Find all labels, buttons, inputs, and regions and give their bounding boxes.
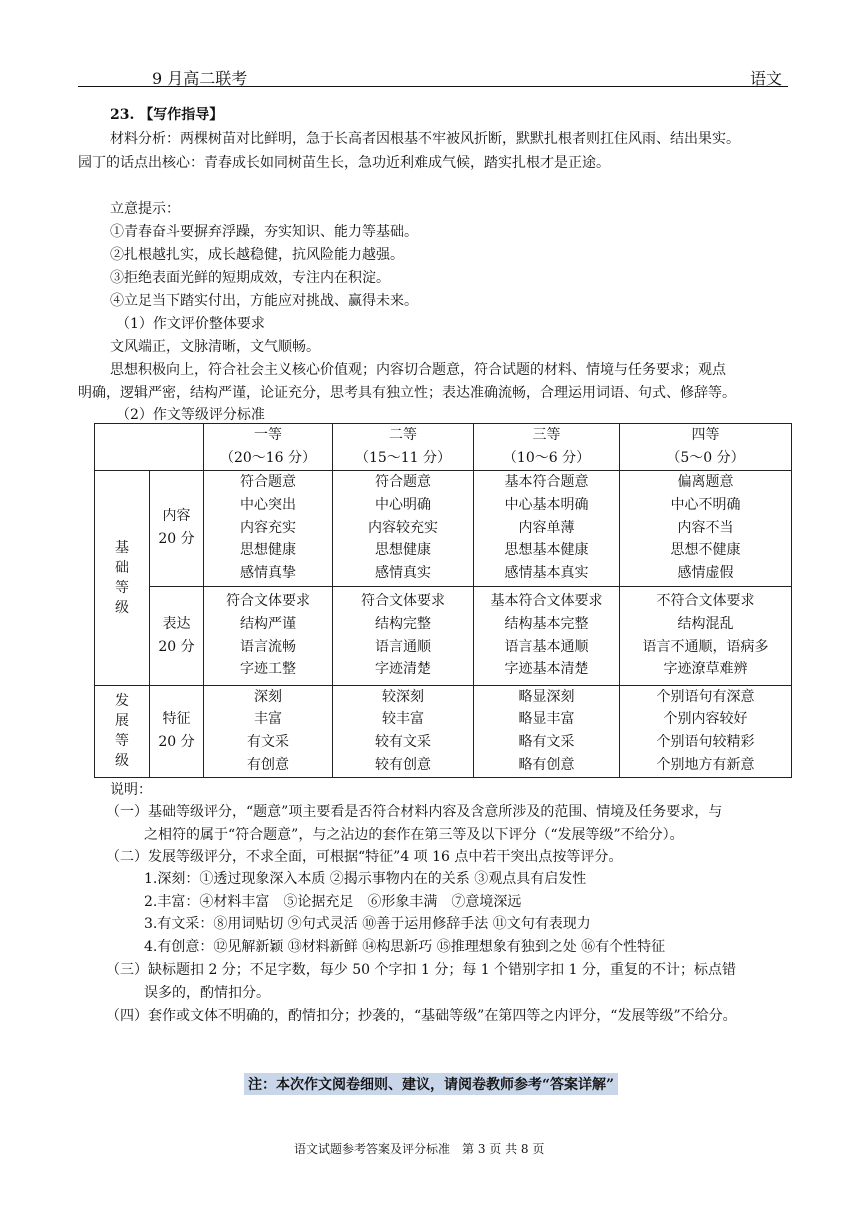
criteria-cell: 不符合文体要求 结构混乱 语言不通顺，语病多 字迹潦草难辨 bbox=[620, 586, 792, 685]
header-right: 语文 bbox=[750, 69, 783, 88]
intent-hint-item: ①青春奋斗要摒弃浮躁，夯实知识、能力等基础。 bbox=[110, 224, 418, 240]
grade-header-cell: 三等 （10～6 分） bbox=[474, 424, 620, 471]
grade-header-cell: 二等 （15～11 分） bbox=[333, 424, 474, 471]
material-analysis-line: 园丁的话点出核心：青春成长如同树苗生长，急功近利难成气候，踏实扎根才是正途。 bbox=[78, 155, 610, 171]
highlighted-note: 注：本次作文阅卷细则、建议，请阅卷教师参考“答案详解” bbox=[244, 1073, 618, 1095]
note-line: 3.有文采：⑧用词贴切 ⑨句式灵活 ⑩善于运用修辞手法 ⑪文句有表现力 bbox=[144, 916, 591, 932]
table-row bbox=[95, 685, 792, 777]
criteria-cell: 个别语句有深意 个别内容较好 个别语句较精彩 个别地方有新意 bbox=[620, 685, 792, 777]
criteria-cell: 基本符合题意 中心基本明确 内容单薄 思想基本健康 感情基本真实 bbox=[474, 470, 620, 586]
material-analysis-line: 材料分析：两棵树苗对比鲜明，急于长高者因根基不牢被风折断，默默扎根者则扛住风雨、结出果实。 bbox=[110, 131, 740, 147]
requirement-line: 文风端正，文脉清晰，文气顺畅。 bbox=[110, 339, 320, 355]
criteria-cell: 略显深刻 略显丰富 略有文采 略有创意 bbox=[474, 685, 620, 777]
criteria-cell: 偏离题意 中心不明确 内容不当 思想不健康 感情虚假 bbox=[620, 470, 792, 586]
header-rule bbox=[78, 86, 788, 87]
criteria-cell: 符合题意 中心突出 内容充实 思想健康 感情真挚 bbox=[204, 470, 333, 586]
requirement-line: 明确，逻辑严密，结构严谨，论证充分，思考具有独立性；表达准确流畅，合理运用词语、句式、修辞等。 bbox=[78, 385, 736, 401]
criteria-cell: 符合题意 中心明确 内容较充实 思想健康 感情真实 bbox=[333, 470, 474, 586]
header-left: 9 月高二联考 bbox=[152, 69, 248, 88]
note-line: 误多的，酌情扣分。 bbox=[144, 985, 270, 1001]
intent-hint-heading: 立意提示： bbox=[110, 201, 180, 217]
table-row bbox=[95, 586, 792, 685]
note-line: 2.丰富：④材料丰富 ⑤论据充足 ⑥形象丰满 ⑦意境深远 bbox=[144, 894, 522, 910]
notes-heading: 说明： bbox=[110, 782, 152, 798]
section-heading: （2）作文等级评分标准 bbox=[116, 407, 265, 423]
note-line: 1.深刻：①透过现象深入本质 ②揭示事物内在的关系 ③观点具有启发性 bbox=[144, 871, 587, 887]
row-label-cell: 特征 20 分 bbox=[150, 685, 204, 777]
row-label-cell: 内容 20 分 bbox=[150, 470, 204, 586]
page-footer: 语文试题参考答案及评分标准 第 3 页 共 8 页 bbox=[294, 1142, 545, 1156]
question-title: 23. 【写作指导】 bbox=[110, 107, 224, 123]
note-line: 之相符的属于“符合题意”，与之沾边的套作在第三等及以下评分（“发展等级”不给分）。 bbox=[144, 827, 684, 843]
table-row bbox=[95, 470, 792, 586]
grade-header-cell: 四等 （5～0 分） bbox=[620, 424, 792, 471]
intent-hint-item: ③拒绝表面光鲜的短期成效，专注内在积淀。 bbox=[110, 270, 390, 286]
requirement-line: 思想积极向上，符合社会主义核心价值观；内容切合题意，符合试题的材料、情境与任务要求；观点 bbox=[110, 362, 726, 378]
note-line: （三）缺标题扣 2 分；不足字数，每少 50 个字扣 1 分；每 1 个错别字扣 1 分，重复的不计；标点错 bbox=[106, 962, 736, 978]
criteria-cell: 基本符合文体要求 结构基本完整 语言基本通顺 字迹基本清楚 bbox=[474, 586, 620, 685]
row-label-cell: 表达 20 分 bbox=[150, 586, 204, 685]
criteria-cell: 较深刻 较丰富 较有文采 较有创意 bbox=[333, 685, 474, 777]
group-label-cell: 发展等级 bbox=[95, 685, 150, 777]
group-label-cell: 基础等级 bbox=[95, 470, 150, 685]
note-line: （二）发展等级评分，不求全面，可根据“特征”4 项 16 点中若干突出点按等评分。 bbox=[106, 849, 623, 865]
table-corner-cell bbox=[95, 424, 204, 471]
criteria-cell: 符合文体要求 结构完整 语言通顺 字迹清楚 bbox=[333, 586, 474, 685]
intent-hint-item: ④立足当下踏实付出，方能应对挑战、赢得未来。 bbox=[110, 293, 418, 309]
grade-header-cell: 一等 （20～16 分） bbox=[204, 424, 333, 471]
criteria-cell: 符合文体要求 结构严谨 语言流畅 字迹工整 bbox=[204, 586, 333, 685]
section-heading: （1）作文评价整体要求 bbox=[116, 316, 265, 332]
intent-hint-item: ②扎根越扎实，成长越稳健，抗风险能力越强。 bbox=[110, 247, 404, 263]
note-line: 4.有创意：⑫见解新颖 ⑬材料新鲜 ⑭构思新巧 ⑮推理想象有独到之处 ⑯有个性特征 bbox=[144, 939, 666, 955]
table-header-row bbox=[95, 424, 792, 471]
note-line: （四）套作或文体不明确的，酌情扣分；抄袭的，“基础等级”在第四等之内评分，“发展等级”不给分。 bbox=[106, 1008, 737, 1024]
grading-table bbox=[94, 423, 792, 778]
note-line: （一）基础等级评分，“题意”项主要看是否符合材料内容及含意所涉及的范围、情境及任务要求，与 bbox=[106, 804, 723, 820]
criteria-cell: 深刻 丰富 有文采 有创意 bbox=[204, 685, 333, 777]
